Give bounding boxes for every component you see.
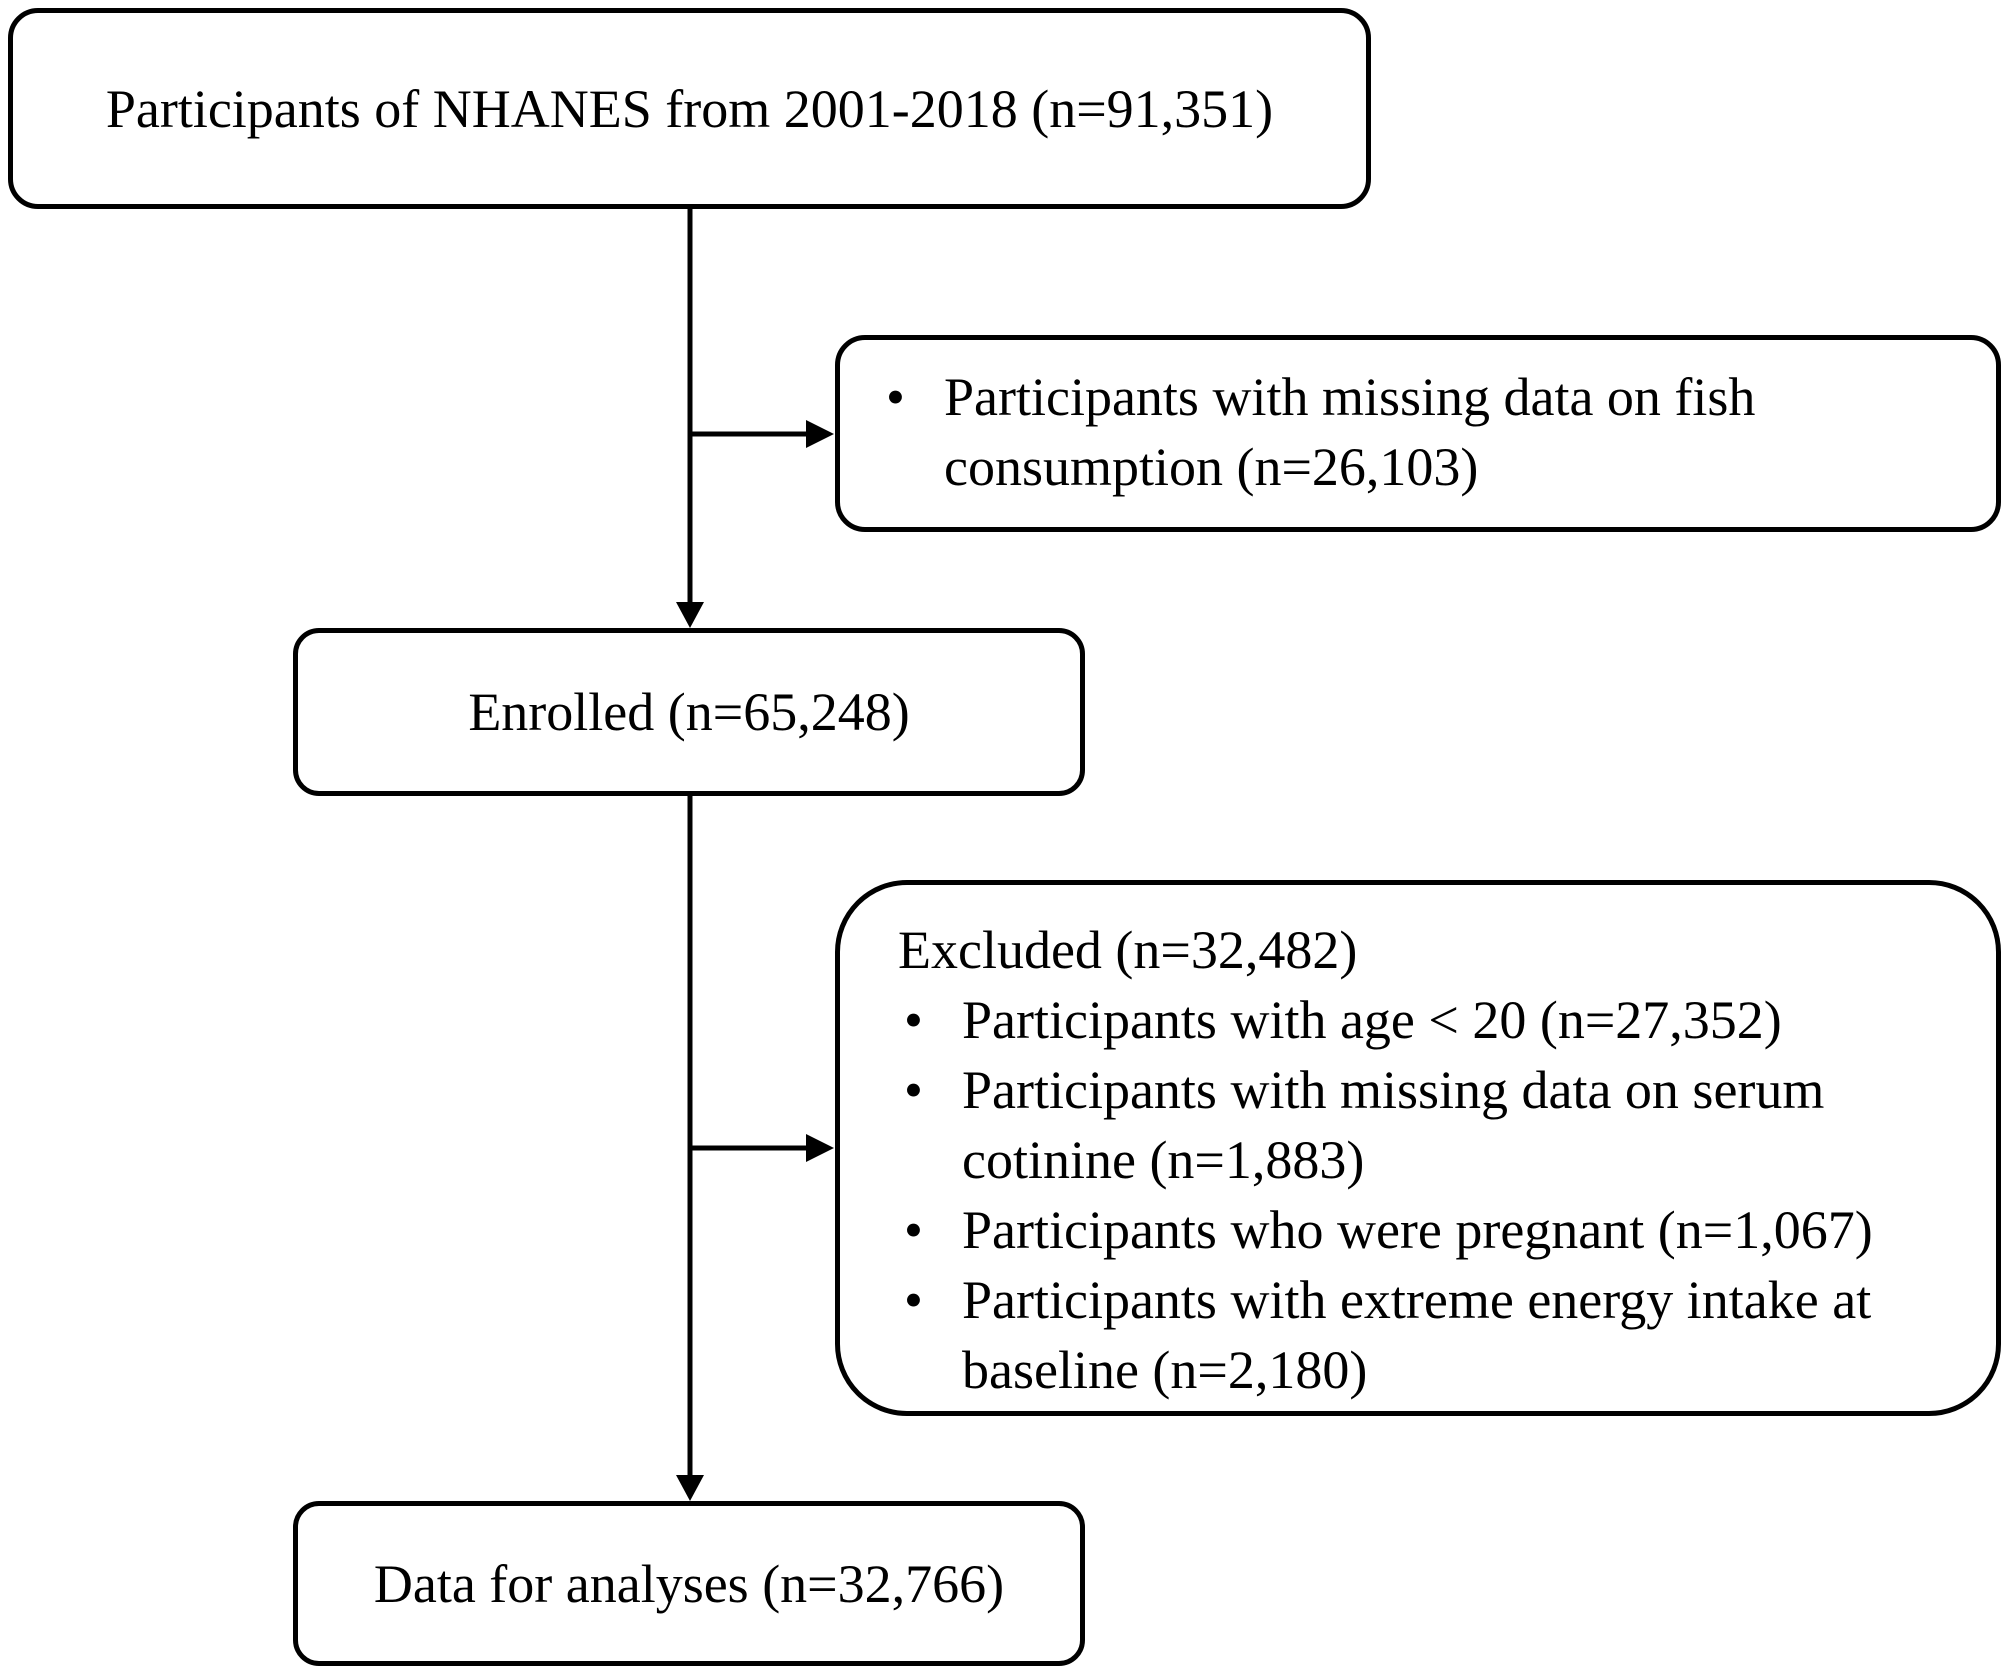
list-item-text: Participants with extreme energy intake at baseline (n=2,180) [962,1270,1872,1400]
exclusion-list-fish [880,362,1976,502]
final-box [293,1501,1085,1666]
arrowhead-exclusion-2 [806,1134,834,1162]
bullet-icon: • [904,990,923,1050]
final-box-text: Data for analyses (n=32,766) [373,1553,1005,1614]
list-item [898,1055,1976,1195]
start-box [8,8,1371,209]
list-item-text: Participants who were pregnant (n=1,067) [962,1200,1873,1260]
arrowhead-exclusion-1 [806,420,834,448]
bullet-icon: • [904,1270,923,1330]
bullet-icon: • [886,367,905,427]
enrolled-box-text: Enrolled (n=65,248) [468,682,910,742]
list-item [898,1195,1976,1265]
list-item-text: Participants with missing data on serum cotinine (n=1,883) [962,1060,1825,1190]
bullet-icon: • [904,1060,923,1120]
start-box-text: Participants of NHANES from 2001-2018 (n=91,351) [105,78,1274,139]
list-item-text: Participants with age < 20 (n=27,352) [962,990,1782,1050]
list-item-text: Participants with missing data on fish consumption (n=26,103) [944,367,1756,497]
list-item [898,985,1976,1055]
arrowhead-final [676,1475,704,1501]
list-item [898,1265,1976,1405]
enrolled-box [293,628,1085,796]
exclusion-heading: Excluded (n=32,482) [898,920,1358,980]
list-item [880,362,1976,502]
exclusion-box-fish [835,335,2001,532]
exclusion-box-main [835,880,2001,1416]
arrowhead-enrolled [676,602,704,628]
exclusion-list-main [898,985,1976,1405]
bullet-icon: • [904,1200,923,1260]
